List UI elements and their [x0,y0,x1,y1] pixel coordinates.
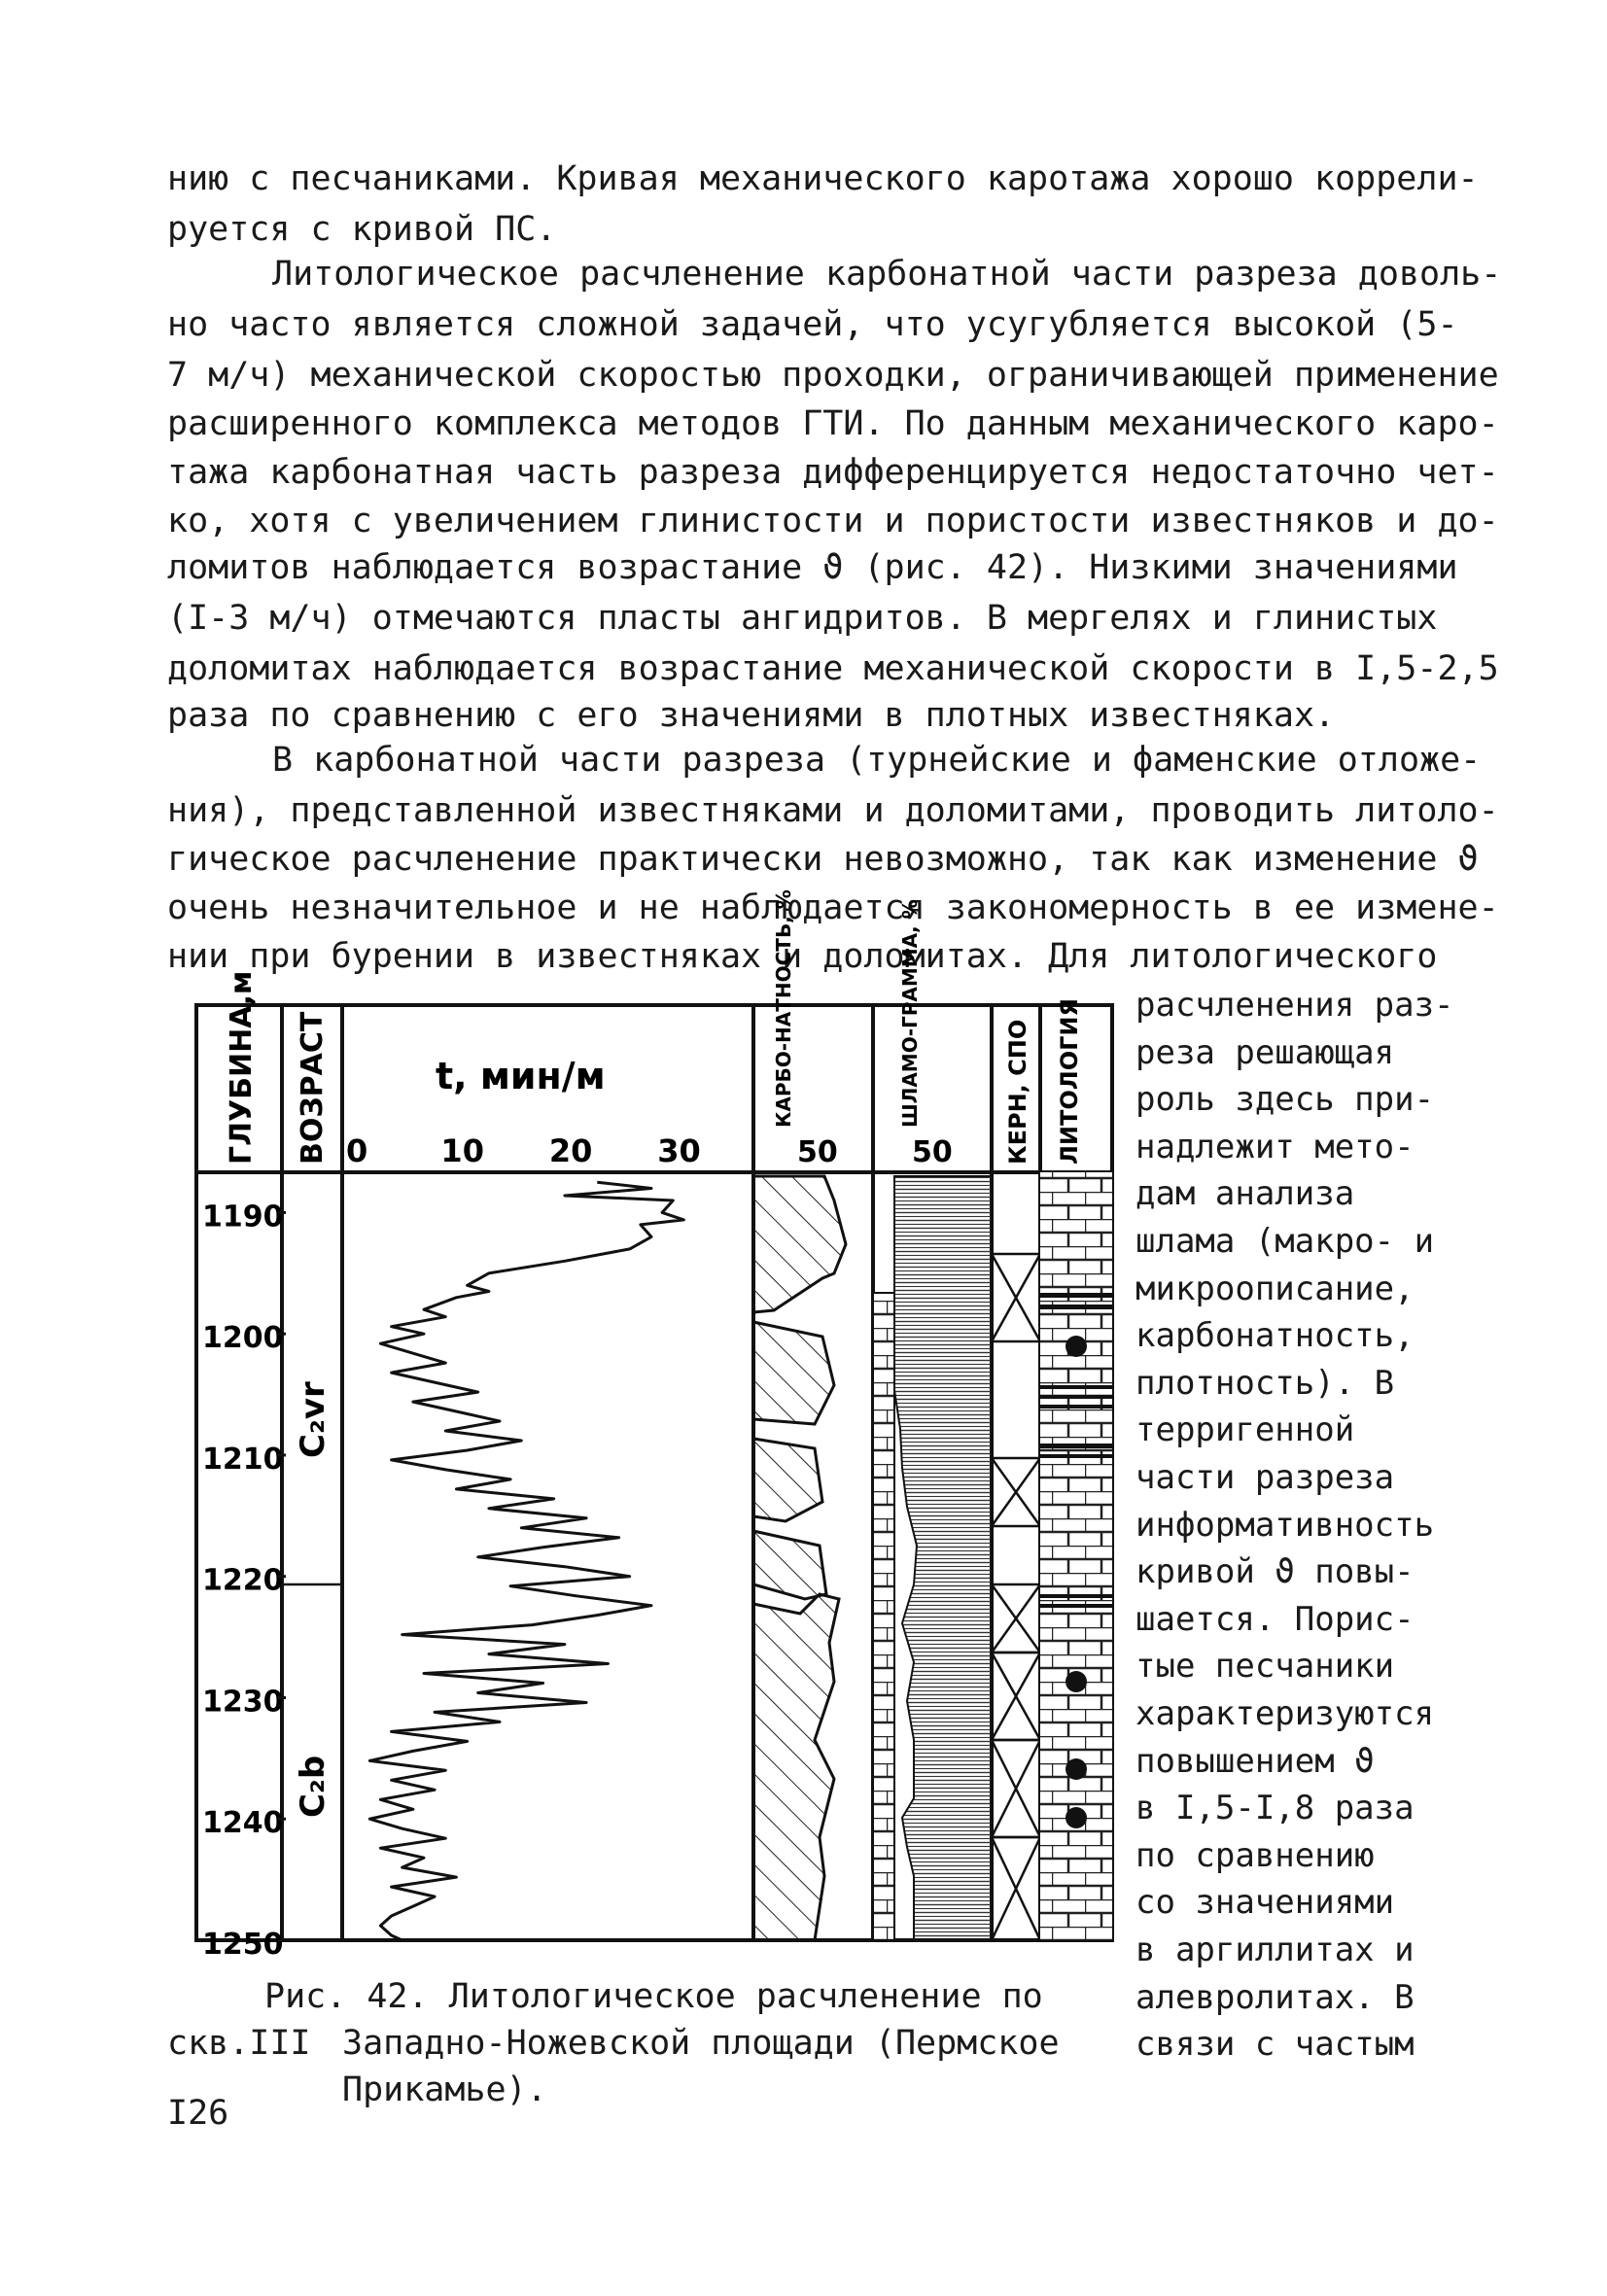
header-lith: ЛИТОЛОГИЯ [1056,998,1083,1165]
lith-dot [1066,1758,1087,1780]
body-line: тажа карбонатная часть разреза дифференцируется недостаточно чет- [167,453,1499,492]
depth-tick-label: 1210 [202,1442,284,1477]
header-shlam: ШЛАМО-ГРАММА, % [898,899,922,1128]
side-line: карбонатность, [1135,1316,1415,1356]
side-line: характеризуются [1135,1694,1435,1733]
body-line: раза по сравнению с его значениями в плотных известняках. [167,696,1336,735]
side-line: кривой ϑ повы- [1135,1552,1415,1592]
side-line: шлама (макро- и [1135,1222,1435,1261]
side-line: плотность). В [1135,1363,1395,1403]
header-depth: ГЛУБИНА,м [225,970,259,1165]
body-line: нию с песчаниками. Кривая механического каротажа хорошо коррели- [167,159,1479,198]
t-tick-label: 10 [440,1132,484,1169]
lith-dot [1066,1336,1087,1357]
body-line: руется с кривой ПС. [167,210,557,249]
depth-tick-label: 1240 [202,1806,284,1841]
carbonate-curve [753,1176,846,1940]
figure-caption-line1: Рис. 42. Литологическое расчленение по [264,1977,1043,2016]
body-line: (I-3 м/ч) отмечаются пласты ангидритов. В мергелях и глинистых [167,599,1438,638]
carb-tick: 50 [797,1135,838,1169]
figure-caption-line2: Западно-Ножевской площади (Пермское [342,2024,1060,2063]
t-tick-label: 0 [346,1132,368,1169]
side-line: со значениями [1135,1883,1395,1923]
t-tick-label: 30 [657,1132,701,1169]
t-tick-label: 20 [548,1132,593,1169]
body-line: В карбонатной части разреза (турнейские и фаменские отложе- [272,741,1482,780]
header-kern: КЕРН, СПО [1004,1019,1031,1165]
side-line: повышением ϑ [1135,1741,1375,1781]
side-line: части разреза [1135,1458,1395,1497]
body-line: ломитов наблюдается возрастание ϑ (рис. 42). Низкими значениями [167,548,1458,587]
age-upper: C₂vr [294,1381,332,1458]
header-age: ВОЗРАСТ [296,1011,330,1165]
side-line: надлежит мето- [1135,1127,1415,1166]
body-line: Литологическое расчленение карбонатной части разреза доволь- [272,255,1502,294]
lith-dot [1066,1807,1087,1828]
body-line: но часто является сложной задачей, что усугубляется высокой (5- [167,305,1458,344]
t-series-line [369,1182,683,1940]
age-lower: C₂b [294,1755,332,1818]
side-line: роль здесь при- [1135,1080,1435,1120]
shlamogram [894,1176,992,1940]
side-line: в I,5-I,8 раза [1135,1789,1415,1828]
depth-tick-label: 1220 [202,1563,284,1598]
body-line: расширенного комплекса методов ГТИ. По данным механического каро- [167,404,1499,443]
side-line: терригенной [1135,1410,1355,1450]
side-line: дам анализа [1135,1174,1355,1214]
side-line: тые песчаники [1135,1647,1395,1687]
body-line: очень незначительное и не наблюдается закономерность в ее измене- [167,888,1499,927]
body-line: ко, хотя с увеличением глинистости и пористости известняков и до- [167,502,1499,540]
body-line: 7 м/ч) механической скоростью проходки, ограничивающей применение [167,356,1499,395]
body-line: гическое расчленение практически невозможно, так как изменение ϑ [167,840,1479,879]
header-t: t, мин/м [436,1055,606,1097]
lith-dot [1066,1671,1087,1692]
page-number: I26 [167,2094,229,2133]
shlam-tick: 50 [912,1135,953,1169]
body-line: нии при бурении в известняках и доломитах. Для литологического [167,937,1438,976]
t-curve [369,1182,683,1940]
side-line: расчленения раз- [1135,986,1454,1025]
side-line: шается. Порис- [1135,1599,1415,1639]
side-line: алевролитах. В [1135,1977,1415,2017]
side-line: в аргиллитах и [1135,1931,1415,1969]
depth-tick-label: 1200 [202,1321,284,1356]
header-carb: КАРБО-НАТНОСТЬ, % [772,889,795,1128]
figure-caption-line3: Прикамье). [342,2070,547,2109]
depth-tick-label: 1230 [202,1685,284,1720]
side-line: связи с частым [1135,2025,1415,2065]
body-line: ния), представленной известняками и доломитами, проводить литоло- [167,791,1499,830]
side-line: реза решающая [1135,1032,1395,1072]
depth-tick-label: 1250 [202,1928,284,1962]
side-line: информативность [1135,1505,1435,1545]
side-line: по сравнению [1135,1835,1375,1875]
figure-caption-prefix: скв.III [167,2024,311,2063]
body-line: доломитах наблюдается возрастание механической скорости в I,5-2,5 [167,649,1499,688]
depth-tick-label: 1190 [202,1200,284,1235]
side-line: микроописание, [1135,1269,1415,1308]
kern-column [992,1254,1040,1940]
